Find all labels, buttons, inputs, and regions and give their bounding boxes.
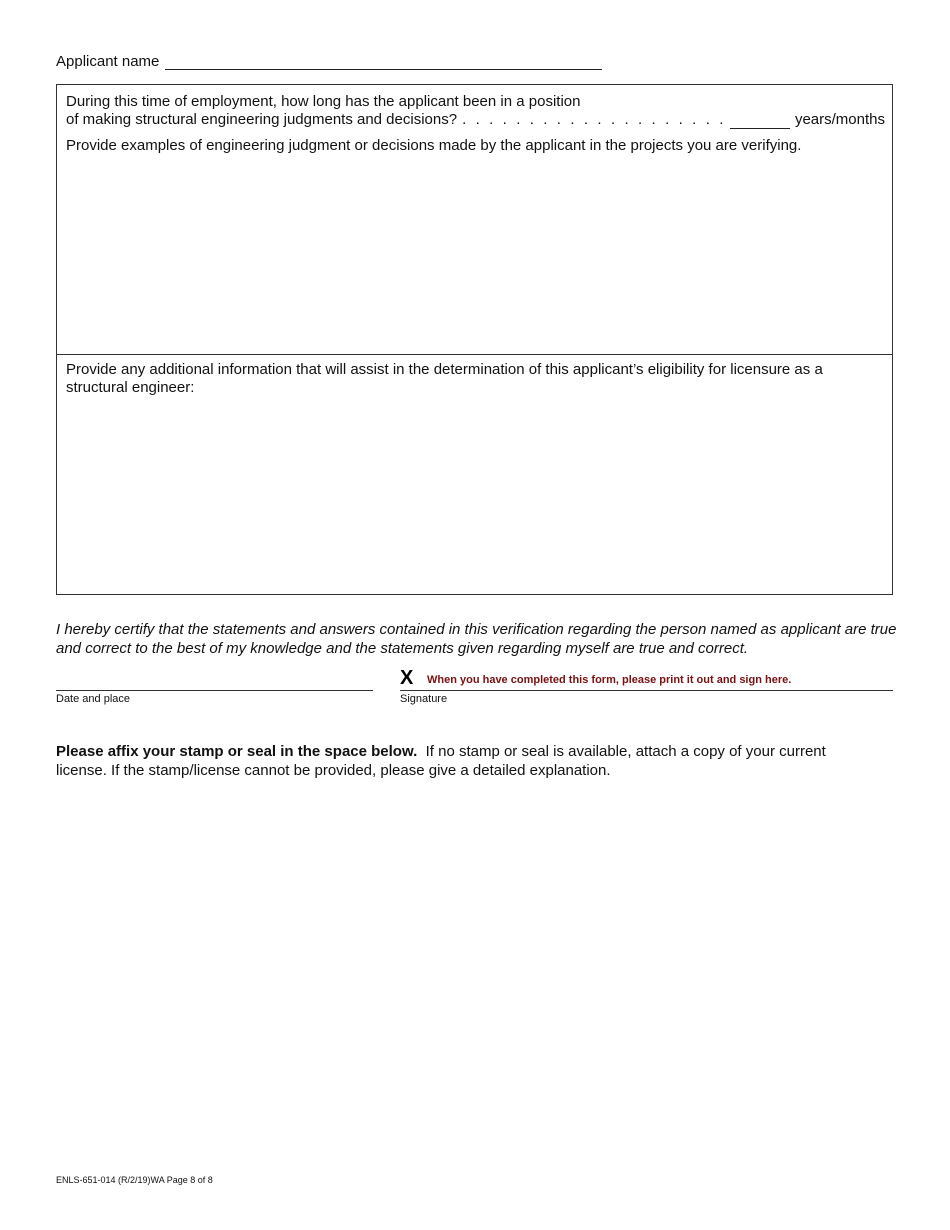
stamp-instructions [56,742,876,780]
date-place-field[interactable] [56,690,373,691]
signature-field[interactable] [400,690,893,691]
q1-text-line2: of making structural engineering judgments and decisions? [66,111,458,128]
signature-label: Signature [400,693,448,705]
applicant-name-field[interactable] [165,57,602,70]
years-months-field[interactable] [730,118,790,129]
questions-box [56,84,893,595]
certification-statement: I hereby certify that the statements and answers contained in this verification regarding the person named as applicant are true and correct to the best of my knowledge and the statements given regarding myself are true and correct. [56,621,897,657]
q3-answer-area[interactable] [66,405,884,585]
q3-text: Provide any additional information that will assist in the determination of this applicant’s eligibility for licensure as a structural engineer: [66,361,823,396]
stamp-seal-area [56,800,893,1150]
form-footer-id: ENLS-651-014 (R/2/19)WA Page 8 of 8 [56,1175,213,1185]
additional-info-section [57,355,892,595]
q2-answer-area[interactable] [66,161,884,346]
experience-section [57,85,892,355]
stamp-instructions-bold: Please affix your stamp or seal in the space below. [56,743,418,760]
sign-here-hint: When you have completed this form, please print it out and sign here. [427,674,792,686]
applicant-name-row [56,53,602,70]
q2-text: Provide examples of engineering judgment or decisions made by the applicant in the projects you are verifying. [66,137,802,154]
date-place-label: Date and place [56,693,130,705]
q1-text-line2-row [66,111,885,129]
applicant-name-label: Applicant name [56,53,160,70]
sign-here-x-icon: X [400,667,414,689]
stamp-instructions-detail: If no stamp or seal is available, attach a copy of your current license. If the stamp/license cannot be provided, please give a detailed explanation. [56,743,826,779]
q1-text-line1: During this time of employment, how long has the applicant been in a position [66,93,581,110]
q1-leader-dots: . . . . . . . . . . . . . . . . . . . . [462,111,726,128]
years-months-unit: years/months [794,111,885,128]
